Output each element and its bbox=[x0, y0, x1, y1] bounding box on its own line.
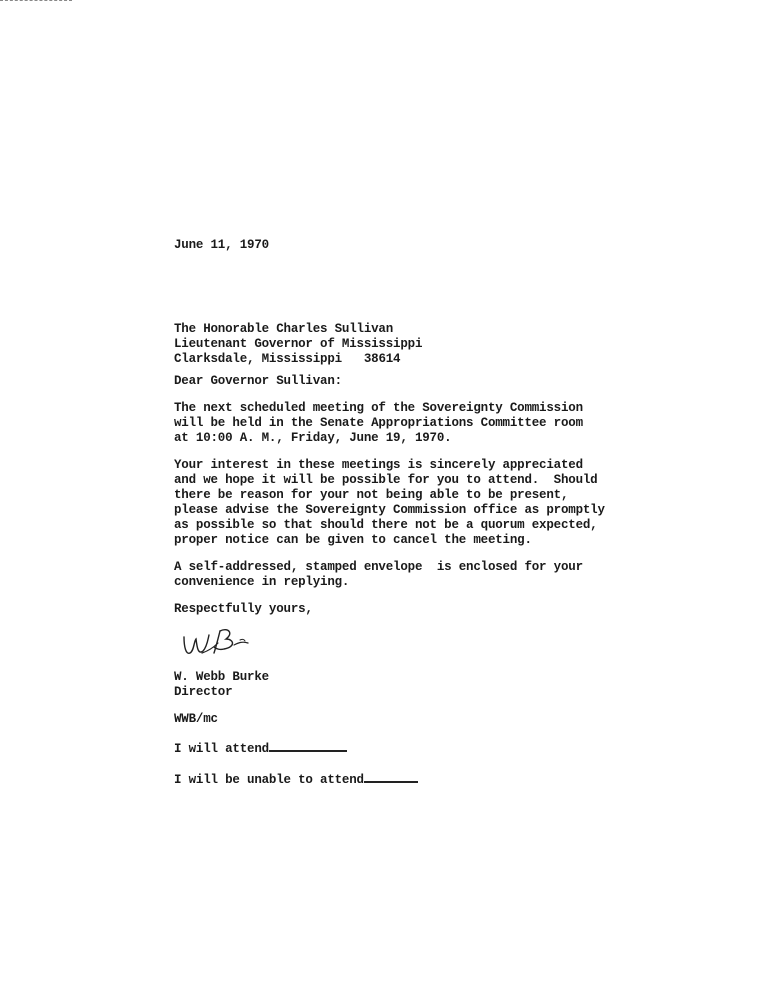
paragraph-line: Your interest in these meetings is sincerely appreciated bbox=[174, 458, 583, 472]
closing: Respectfully yours, bbox=[174, 602, 313, 616]
paragraph-attendance bbox=[174, 458, 644, 548]
letter-date: June 11, 1970 bbox=[174, 238, 269, 252]
attend-no-row bbox=[174, 771, 644, 788]
letter-body bbox=[174, 238, 644, 802]
paragraph-line: please advise the Sovereignty Commission office as promptly bbox=[174, 503, 605, 517]
paragraph-line: will be held in the Senate Appropriations Committee room bbox=[174, 416, 583, 430]
paragraph-meeting bbox=[174, 401, 644, 446]
paragraph-line: at 10:00 A. M., Friday, June 19, 1970. bbox=[174, 431, 452, 445]
attend-yes-label: I will attend bbox=[174, 742, 269, 756]
attend-yes-row bbox=[174, 740, 644, 757]
paragraph-line: convenience in replying. bbox=[174, 575, 350, 589]
recipient-zip: 38614 bbox=[363, 352, 401, 366]
attend-yes-blank bbox=[269, 740, 347, 752]
signer-title: Director bbox=[174, 685, 233, 699]
paragraph-line: as possible so that should there not be a quorum expected, bbox=[174, 518, 598, 532]
handwritten-signature bbox=[178, 623, 268, 661]
signer-block bbox=[174, 670, 644, 700]
signer-name: W. Webb Burke bbox=[174, 670, 269, 684]
recipient-address bbox=[174, 322, 644, 367]
reference-initials: WWB/mc bbox=[174, 712, 218, 726]
salutation: Dear Governor Sullivan: bbox=[174, 374, 342, 388]
recipient-name: The Honorable Charles Sullivan bbox=[174, 322, 394, 336]
recipient-city-state: Clarksdale, Mississippi bbox=[174, 352, 342, 366]
recipient-title: Lieutenant Governor of Mississippi bbox=[174, 337, 423, 351]
paragraph-line: and we hope it will be possible for you to attend. Should bbox=[174, 473, 598, 487]
paragraph-line: The next scheduled meeting of the Sovereignty Commission bbox=[174, 401, 583, 415]
attend-no-label: I will be unable to attend bbox=[174, 773, 364, 787]
paragraph-line: proper notice can be given to cancel the meeting. bbox=[174, 533, 532, 547]
paragraph-line: there be reason for your not being able to be present, bbox=[174, 488, 569, 502]
recipient-city-line bbox=[174, 352, 644, 367]
paragraph-envelope bbox=[174, 560, 644, 590]
scan-edge-marks bbox=[0, 0, 72, 1]
paragraph-line: A self-addressed, stamped envelope is enclosed for your bbox=[174, 560, 583, 574]
attend-no-blank bbox=[364, 771, 418, 783]
